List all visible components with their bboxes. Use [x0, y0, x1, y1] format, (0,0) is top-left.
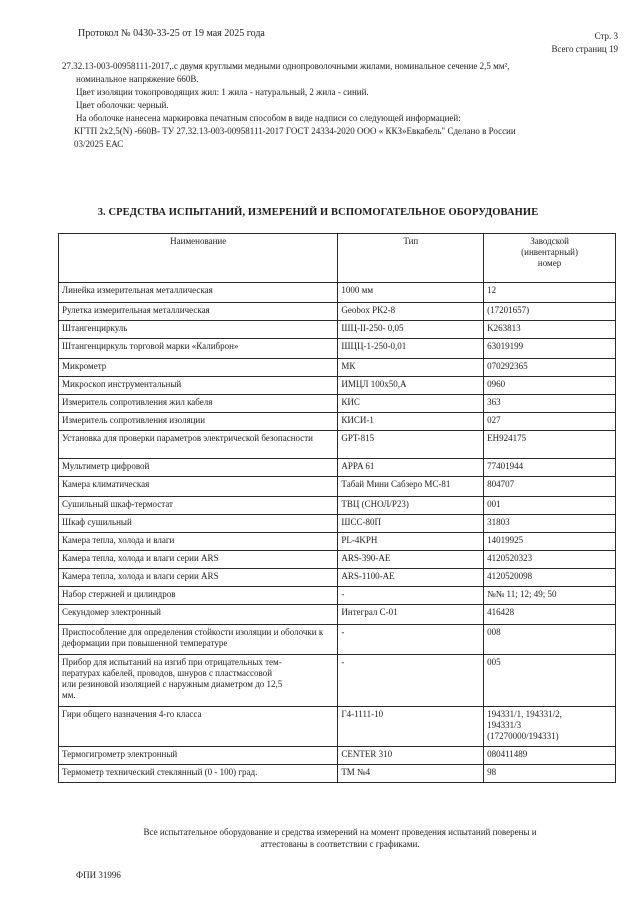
equipment-name-cell: Штангенциркуль — [59, 321, 338, 339]
equipment-type-cell: ТМ №4 — [338, 765, 484, 783]
serial-number-cell: 027 — [484, 413, 616, 431]
equipment-type-cell: ИМЦЛ 100х50,А — [338, 377, 484, 395]
column-header-type: Тип — [338, 234, 484, 283]
table-row — [59, 655, 616, 707]
table-row — [59, 359, 616, 377]
serial-number-cell: EH924175 — [484, 431, 616, 459]
protocol-header: Протокол № 0430-33-25 от 19 мая 2025 года — [78, 28, 265, 39]
serial-number-cell: 080411489 — [484, 747, 616, 765]
serial-number-cell: 77401944 — [484, 459, 616, 477]
serial-number-cell: 416428 — [484, 605, 616, 625]
equipment-type-cell: APPA 61 — [338, 459, 484, 477]
table-row — [59, 497, 616, 515]
table-row — [59, 395, 616, 413]
equipment-type-cell: КИСИ-1 — [338, 413, 484, 431]
equipment-table — [58, 233, 616, 783]
serial-number-cell: (17201657) — [484, 303, 616, 321]
serial-number-cell: 008 — [484, 625, 616, 655]
equipment-name-cell: Камера климатическая — [59, 477, 338, 497]
equipment-type-cell: ШСС-80П — [338, 515, 484, 533]
table-row — [59, 515, 616, 533]
table-row — [59, 377, 616, 395]
column-header-number: Заводской (инвентарный) номер — [484, 234, 616, 283]
equipment-type-cell: 1000 мм — [338, 283, 484, 303]
serial-number-cell: 194331/1, 194331/2, 194331/3 (17270000/194331) — [484, 707, 616, 747]
equipment-type-cell: ШЦЦ-1-250-0,01 — [338, 339, 484, 359]
section-title: 3. СРЕДСТВА ИСПЫТАНИЙ, ИЗМЕРЕНИЙ И ВСПОМОГАТЕЛЬНОЕ ОБОРУДОВАНИЕ — [97, 207, 539, 218]
cable-description — [62, 60, 622, 151]
column-header-name: Наименование — [59, 234, 338, 283]
equipment-name-cell: Мультиметр цифровой — [59, 459, 338, 477]
serial-number-cell: 070292365 — [484, 359, 616, 377]
serial-number-cell: 98 — [484, 765, 616, 783]
equipment-name-cell: Камера тепла, холода и влаги серии ARS — [59, 569, 338, 587]
equipment-name-cell: Рулетка измерительная металлическая — [59, 303, 338, 321]
equipment-name-cell: Гири общего назначения 4-го класса — [59, 707, 338, 747]
serial-number-cell: 4120520098 — [484, 569, 616, 587]
equipment-name-cell: Сушильный шкаф-термостат — [59, 497, 338, 515]
equipment-verification-note: Все испытательное оборудование и средства измерений на момент проведения испытаний поверены и аттестованы в соответствии с графиками. — [143, 827, 537, 849]
equipment-type-cell: GPT-815 — [338, 431, 484, 459]
equipment-name-cell: Шкаф сушильный — [59, 515, 338, 533]
table-row — [59, 339, 616, 359]
page-number: Стр. 3 — [594, 31, 618, 41]
equipment-name-cell: Линейка измерительная металлическая — [59, 283, 338, 303]
equipment-type-cell: Geobox РК2-8 — [338, 303, 484, 321]
equipment-type-cell: CENTER 310 — [338, 747, 484, 765]
serial-number-cell: №№ 11; 12; 49; 50 — [484, 587, 616, 605]
serial-number-cell: 14019925 — [484, 533, 616, 551]
table-row — [59, 625, 616, 655]
equipment-name-cell: Штангенциркуль торговой марки «Калиброн» — [59, 339, 338, 359]
equipment-type-cell: ARS-1100-AE — [338, 569, 484, 587]
marking-line: 03/2025 ЕАС — [74, 139, 124, 149]
table-row — [59, 747, 616, 765]
equipment-name-cell: Измеритель сопротивления изоляции — [59, 413, 338, 431]
intro-line: номинальное напряжение 660В. — [76, 74, 199, 84]
equipment-type-cell: - — [338, 625, 484, 655]
table-row — [59, 477, 616, 497]
serial-number-cell: 005 — [484, 655, 616, 707]
table-row — [59, 459, 616, 477]
intro-line: На оболочке нанесена маркировка печатным способом в виде надписи со следующей информацией: — [76, 113, 461, 123]
serial-number-cell: 4120520323 — [484, 551, 616, 569]
table-row — [59, 765, 616, 783]
serial-number-cell: K263813 — [484, 321, 616, 339]
serial-number-cell: 12 — [484, 283, 616, 303]
equipment-type-cell: МК — [338, 359, 484, 377]
equipment-name-cell: Термометр технический стеклянный (0 - 100) град. — [59, 765, 338, 783]
table-row — [59, 283, 616, 303]
equipment-name-cell: Прибор для испытаний на изгиб при отрицательных тем- пературах кабелей, проводов, шнуров с пластмассовой или резиновой изоляцией с наружным диаметром до 12,5 мм. — [59, 655, 338, 707]
equipment-name-cell: Камера тепла, холода и влаги — [59, 533, 338, 551]
table-row — [59, 569, 616, 587]
equipment-type-cell: Интеграл С-01 — [338, 605, 484, 625]
equipment-type-cell: Табай Мини Сабзеро МС-81 — [338, 477, 484, 497]
table-row — [59, 551, 616, 569]
serial-number-cell: 001 — [484, 497, 616, 515]
serial-number-cell: 804707 — [484, 477, 616, 497]
equipment-name-cell: Микрометр — [59, 359, 338, 377]
equipment-name-cell: Термогигрометр электронный — [59, 747, 338, 765]
equipment-name-cell: Измеритель сопротивления жил кабеля — [59, 395, 338, 413]
equipment-name-cell: Микроскоп инструментальный — [59, 377, 338, 395]
table-row — [59, 431, 616, 459]
serial-number-cell: 0960 — [484, 377, 616, 395]
page-info — [551, 30, 618, 56]
intro-line: Цвет изоляции токопроводящих жил: 1 жила - натуральный, 2 жила - синий. — [76, 87, 369, 97]
table-row — [59, 321, 616, 339]
intro-line: 27.32.13-003-00958111-2017,.с двумя круглыми медными однопроволочными жилами, номинальное сечение 2,5 мм², — [62, 61, 510, 71]
equipment-type-cell: ТВЦ (СНОЛ/Р23) — [338, 497, 484, 515]
marking-line: КГТП 2х2,5(N) -660В- ТУ 27.32.13-003-00958111-2017 ГОСТ 24334-2020 ООО « ККЗ»Евкабель" Сделано в России — [74, 126, 516, 136]
table-row — [59, 303, 616, 321]
equipment-name-cell: Камера тепла, холода и влаги серии ARS — [59, 551, 338, 569]
equipment-type-cell: ARS-390-AE — [338, 551, 484, 569]
serial-number-cell: 31803 — [484, 515, 616, 533]
table-row — [59, 587, 616, 605]
equipment-name-cell: Секундомер электронный — [59, 605, 338, 625]
equipment-type-cell: - — [338, 655, 484, 707]
equipment-type-cell: - — [338, 587, 484, 605]
table-row — [59, 707, 616, 747]
equipment-name-cell: Набор стержней и цилиндров — [59, 587, 338, 605]
table-row — [59, 533, 616, 551]
equipment-type-cell: ШЦ-II-250- 0,05 — [338, 321, 484, 339]
equipment-name-cell: Приспособление для определения стойкости изоляции и оболочки к деформации при повышенной температуре — [59, 625, 338, 655]
table-row — [59, 605, 616, 625]
serial-number-cell: 363 — [484, 395, 616, 413]
serial-number-cell: 63019199 — [484, 339, 616, 359]
table-header-row — [59, 234, 616, 283]
form-code: ФПИ 31996 — [76, 870, 121, 880]
equipment-name-cell: Установка для проверки параметров электрической безопасности — [59, 431, 338, 459]
equipment-type-cell: КИС — [338, 395, 484, 413]
intro-line: Цвет оболочки: черный. — [76, 100, 169, 110]
table-row — [59, 413, 616, 431]
equipment-type-cell: PL-4KPH — [338, 533, 484, 551]
equipment-type-cell: Г4-1111-10 — [338, 707, 484, 747]
total-pages: Всего страниц 19 — [551, 44, 618, 54]
